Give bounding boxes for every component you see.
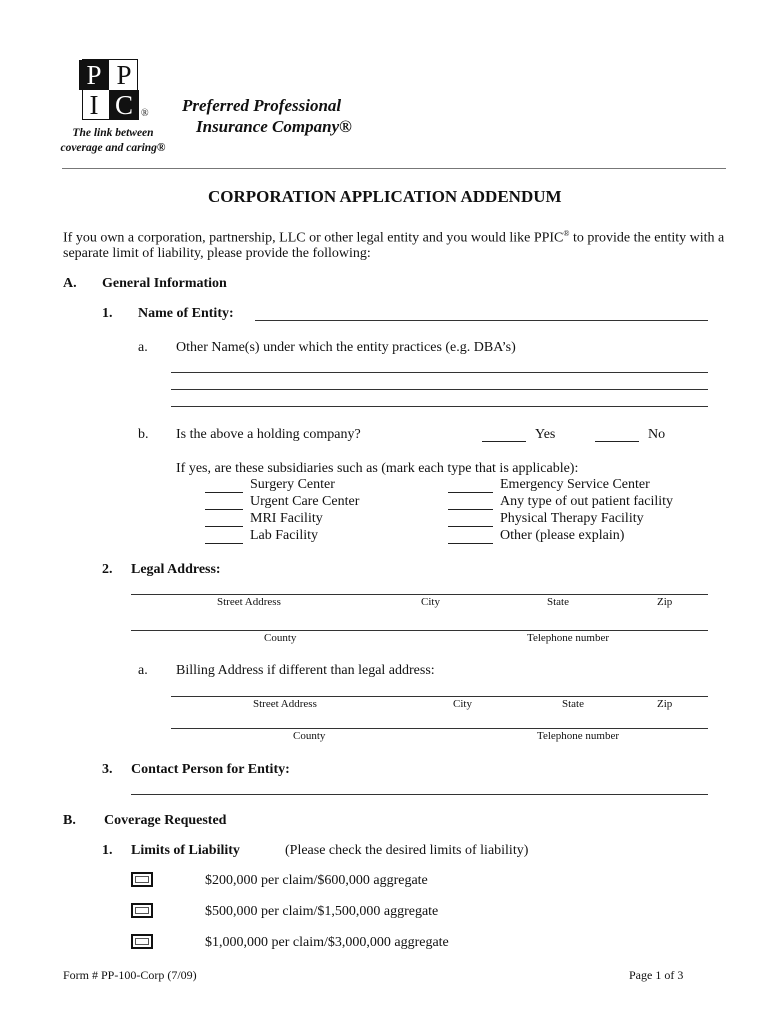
section-b-letter: B. (63, 813, 76, 828)
q3-number: 3. (102, 762, 113, 777)
intro-line1: If you own a corporation, partnership, LLC or other legal entity and you would like PPIC® to provide the entity with a (63, 229, 725, 246)
limit-500k-checkbox[interactable] (131, 903, 153, 918)
mri-facility-field[interactable] (205, 526, 243, 527)
legal-county-caption: County (264, 632, 297, 644)
company-line2: Insurance Company® (196, 117, 352, 136)
billing-state-caption: State (562, 698, 584, 710)
limit-200k-label: $200,000 per claim/$600,000 aggregate (205, 873, 428, 888)
q2-label: Legal Address: (131, 562, 221, 577)
logo-frame (82, 59, 138, 120)
tagline-line1: The link between (72, 127, 154, 139)
limit-1m-label: $1,000,000 per claim/$3,000,000 aggregate (205, 935, 449, 950)
legal-county-phone-field[interactable] (131, 630, 708, 631)
logo-letter-p1: P (79, 60, 109, 90)
section-b-heading: Coverage Requested (104, 813, 227, 828)
q2a-label: Billing Address if different than legal address: (176, 663, 435, 678)
option-lab-facility: Lab Facility (250, 528, 319, 543)
billing-zip-caption: Zip (657, 698, 673, 710)
b1-number: 1. (102, 843, 113, 858)
urgent-care-field[interactable] (205, 509, 243, 510)
holding-yes-field[interactable] (482, 441, 526, 442)
page-number: Page 1 of 3 (629, 968, 684, 982)
other-names-field-3[interactable] (171, 406, 708, 407)
q2-number: 2. (102, 562, 113, 577)
limit-200k-checkbox[interactable] (131, 872, 153, 887)
billing-address-field[interactable] (171, 696, 708, 697)
company-name (182, 95, 352, 137)
option-outpatient-facility: Any type of out patient facility (500, 494, 674, 509)
section-a-heading: General Information (102, 276, 227, 291)
legal-address-field[interactable] (131, 594, 708, 595)
q1b-label: Is the above a holding company? (176, 427, 361, 442)
holding-yes-label: Yes (535, 427, 556, 442)
logo-letter-p2: P (109, 60, 139, 90)
option-surgery-center: Surgery Center (250, 477, 335, 492)
outpatient-facility-field[interactable] (448, 509, 493, 510)
option-emergency-service: Emergency Service Center (500, 477, 650, 492)
tagline (52, 126, 174, 156)
limit-500k-label: $500,000 per claim/$1,500,000 aggregate (205, 904, 439, 919)
q1a-label: Other Name(s) under which the entity practices (e.g. DBA’s) (176, 340, 516, 355)
legal-zip-caption: Zip (657, 596, 673, 608)
tagline-line2: coverage and caring® (60, 142, 166, 154)
limit-1m-checkbox[interactable] (131, 934, 153, 949)
billing-county-caption: County (293, 730, 326, 742)
legal-street-caption: Street Address (217, 596, 281, 608)
q1-number: 1. (102, 306, 113, 321)
other-field[interactable] (448, 543, 493, 544)
q2a-letter: a. (138, 663, 148, 678)
q1-label: Name of Entity: (138, 306, 234, 321)
intro-line2: separate limit of liability, please provide the following: (63, 246, 371, 261)
option-urgent-care: Urgent Care Center (250, 494, 360, 509)
b1-label: Limits of Liability (131, 843, 240, 858)
surgery-center-field[interactable] (205, 492, 243, 493)
billing-city-caption: City (453, 698, 472, 710)
billing-phone-caption: Telephone number (537, 730, 620, 742)
q3-label: Contact Person for Entity: (131, 762, 290, 777)
section-a-letter: A. (63, 276, 77, 291)
option-other: Other (please explain) (500, 528, 625, 543)
contact-person-field[interactable] (131, 794, 708, 795)
page-title: CORPORATION APPLICATION ADDENDUM (208, 187, 562, 206)
physical-therapy-field[interactable] (448, 526, 493, 527)
entity-name-field[interactable] (255, 320, 708, 321)
holding-no-field[interactable] (595, 441, 639, 442)
q1a-letter: a. (138, 340, 148, 355)
subsidiaries-intro: If yes, are these subsidiaries such as (mark each type that is applicable): (176, 461, 579, 476)
emergency-service-field[interactable] (448, 492, 493, 493)
billing-street-caption: Street Address (253, 698, 317, 710)
holding-no-label: No (648, 427, 666, 442)
option-physical-therapy: Physical Therapy Facility (500, 511, 644, 526)
legal-phone-caption: Telephone number (527, 632, 610, 644)
header-divider (62, 168, 726, 169)
q1b-letter: b. (138, 427, 149, 442)
form-number: Form # PP-100-Corp (7/09) (63, 968, 197, 982)
b1-note: (Please check the desired limits of liability) (285, 843, 529, 858)
lab-facility-field[interactable] (205, 543, 243, 544)
company-line1: Preferred Professional (182, 96, 342, 115)
logo-registered-mark: ® (141, 108, 149, 119)
logo-letter-i: I (79, 90, 109, 120)
option-mri-facility: MRI Facility (250, 511, 323, 526)
other-names-field-1[interactable] (171, 372, 708, 373)
billing-county-phone-field[interactable] (171, 728, 708, 729)
logo-letter-c: C (109, 90, 139, 120)
other-names-field-2[interactable] (171, 389, 708, 390)
legal-city-caption: City (421, 596, 440, 608)
legal-state-caption: State (547, 596, 569, 608)
